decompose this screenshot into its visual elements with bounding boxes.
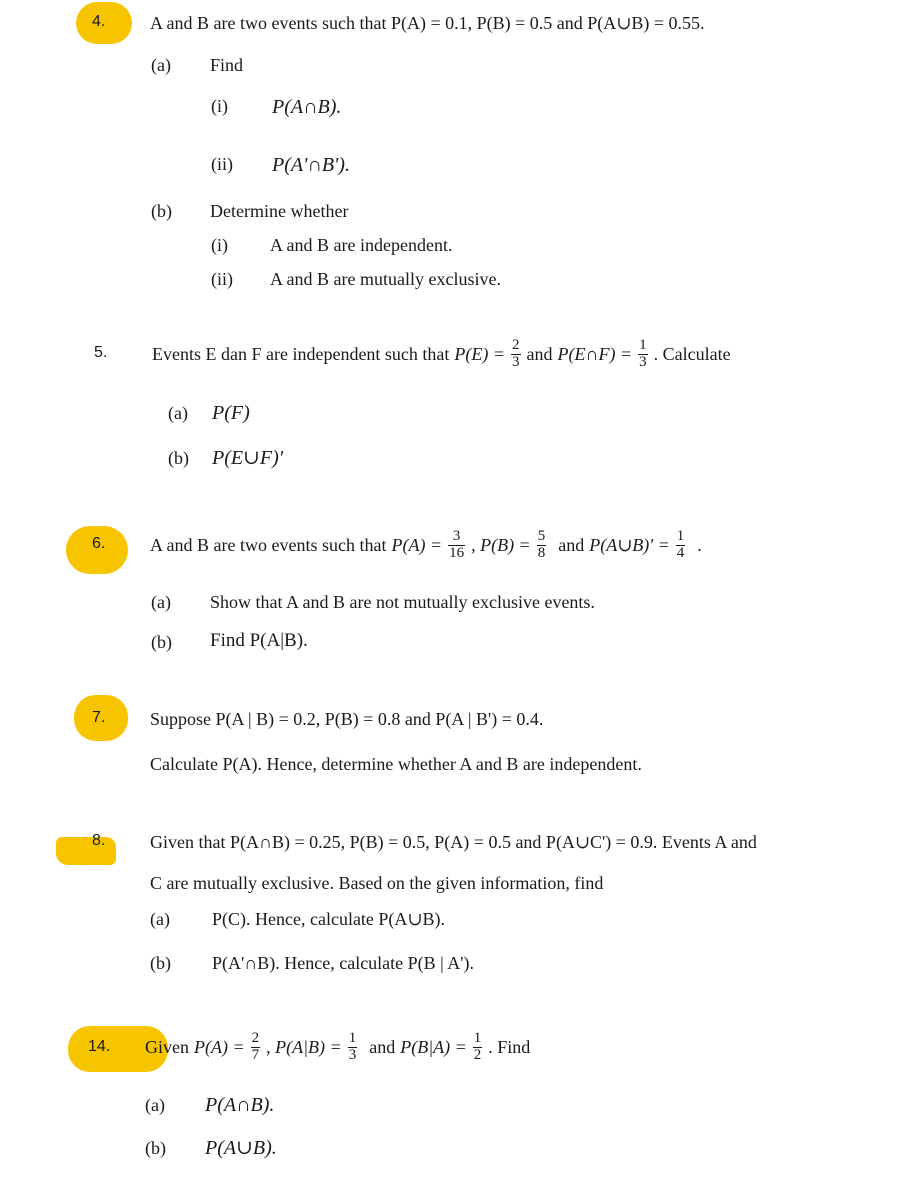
q5-pef-fraction	[638, 338, 648, 371]
q6-part-b-text: Find P(A|B).	[210, 630, 308, 651]
q6-pa-fraction	[448, 529, 465, 562]
q6-stem-prefix: A and B are two events such that	[150, 535, 387, 555]
q4-stem: A and B are two events such that P(A) = 0.1, P(B) = 0.5 and P(A∪B) = 0.55.	[150, 13, 705, 33]
question-number-8: 8.	[92, 832, 106, 849]
q4-part-a-text: Find	[210, 55, 244, 75]
q4-part-a-ii-label: (ii)	[211, 154, 233, 174]
q5-part-a-label: (a)	[168, 403, 188, 423]
q6-part-a-label: (a)	[151, 592, 171, 612]
q6-pu-num: 1	[676, 527, 685, 544]
q14-find: . Find	[488, 1037, 531, 1057]
q14-stem	[145, 1026, 530, 1068]
q14-pab-expr: , P(A|B) =	[266, 1037, 342, 1057]
q5-pef-den: 3	[639, 353, 647, 370]
q14-pab-fraction	[348, 1031, 358, 1064]
q6-pu-expr: P(A∪B)' =	[589, 535, 670, 555]
q5-pe-num: 2	[512, 336, 520, 353]
q6-pa-expr: P(A) =	[391, 535, 443, 555]
q6-pu-den: 4	[676, 544, 685, 561]
q5-pe-den: 3	[512, 353, 520, 370]
q14-part-a-expr: P(A∩B).	[205, 1094, 275, 1116]
q7-line1: Suppose P(A | B) = 0.2, P(B) = 0.8 and P(A | B') = 0.4.	[150, 709, 544, 729]
q5-part-a-expr: P(F)	[212, 402, 250, 424]
q14-pa-expr: P(A) =	[194, 1037, 245, 1057]
q5-part-b-expr: P(E∪F)'	[212, 447, 284, 469]
q5-stem-prefix: Events E dan F are independent such that	[152, 344, 450, 364]
q4-part-b-ii-text: A and B are mutually exclusive.	[270, 269, 501, 289]
q6-pb-den: 8	[537, 544, 546, 561]
q4-part-b-ii-label: (ii)	[211, 269, 233, 289]
q6-end: .	[697, 535, 702, 555]
q14-pab-num: 1	[348, 1029, 357, 1046]
q5-pef-expr: P(E∩F) =	[557, 344, 633, 364]
question-number-5: 5.	[94, 344, 108, 361]
question-number-4: 4.	[92, 13, 106, 30]
q14-and-word: and	[369, 1037, 396, 1057]
q5-stem-suffix: . Calculate	[653, 344, 731, 364]
q4-part-a-i-expr: P(A∩B).	[272, 96, 342, 118]
q14-given: Given	[145, 1037, 189, 1057]
highlight-q8	[56, 837, 116, 865]
q14-part-b-label: (b)	[145, 1138, 166, 1158]
q14-pba-expr: P(B|A) =	[400, 1037, 467, 1057]
q6-pb-num: 5	[537, 527, 546, 544]
q14-pa-den: 7	[251, 1046, 260, 1063]
q5-pe-fraction	[511, 338, 521, 371]
q5-pe-expr: P(E) =	[454, 344, 506, 364]
question-number-6: 6.	[92, 535, 106, 552]
q6-pu-fraction	[676, 529, 686, 562]
q14-pba-den: 2	[473, 1046, 482, 1063]
q6-pa-num: 3	[448, 529, 465, 546]
question-number-7: 7.	[92, 709, 106, 726]
q8-part-b-text: P(A'∩B). Hence, calculate P(B | A').	[212, 953, 475, 973]
q14-pa-num: 2	[251, 1029, 260, 1046]
q8-line2: C are mutually exclusive. Based on the given information, find	[150, 873, 604, 893]
q14-pab-den: 3	[348, 1046, 357, 1063]
q8-part-a-label: (a)	[150, 909, 170, 929]
q14-pba-num: 1	[473, 1029, 482, 1046]
q4-part-a-i-label: (i)	[211, 96, 228, 116]
q14-pba-fraction	[473, 1031, 483, 1064]
q14-part-b-expr: P(A∪B).	[205, 1137, 277, 1159]
q6-part-a-text: Show that A and B are not mutually exclusive events.	[210, 592, 595, 612]
q6-part-b-label: (b)	[151, 632, 172, 652]
q8-part-a-text: P(C). Hence, calculate P(A∪B).	[212, 909, 446, 929]
q4-part-b-text: Determine whether	[210, 201, 349, 221]
q14-pa-fraction	[251, 1031, 261, 1064]
q4-part-b-label: (b)	[151, 201, 172, 221]
q4-part-a-ii-expr: P(A'∩B').	[272, 154, 350, 176]
q6-pb-expr: , P(B) =	[471, 535, 531, 555]
q14-part-a-label: (a)	[145, 1095, 165, 1115]
q6-pa-den: 16	[449, 544, 465, 561]
q4-part-a-label: (a)	[151, 55, 171, 75]
q6-pb-fraction	[537, 529, 547, 562]
q5-part-b-label: (b)	[168, 448, 189, 468]
q6-and-word: and	[558, 535, 585, 555]
q4-part-b-i-text: A and B are independent.	[270, 235, 453, 255]
q4-part-b-i-label: (i)	[211, 235, 228, 255]
q7-line2: Calculate P(A). Hence, determine whether A and B are independent.	[150, 754, 642, 774]
q5-and-word: and	[526, 344, 553, 364]
q5-stem	[152, 334, 731, 374]
q6-stem	[150, 524, 702, 566]
q8-line1: Given that P(A∩B) = 0.25, P(B) = 0.5, P(A) = 0.5 and P(A∪C') = 0.9. Events A and	[150, 832, 757, 852]
q8-part-b-label: (b)	[150, 953, 171, 973]
q5-pef-num: 1	[639, 336, 647, 353]
question-number-14: 14.	[88, 1038, 111, 1055]
